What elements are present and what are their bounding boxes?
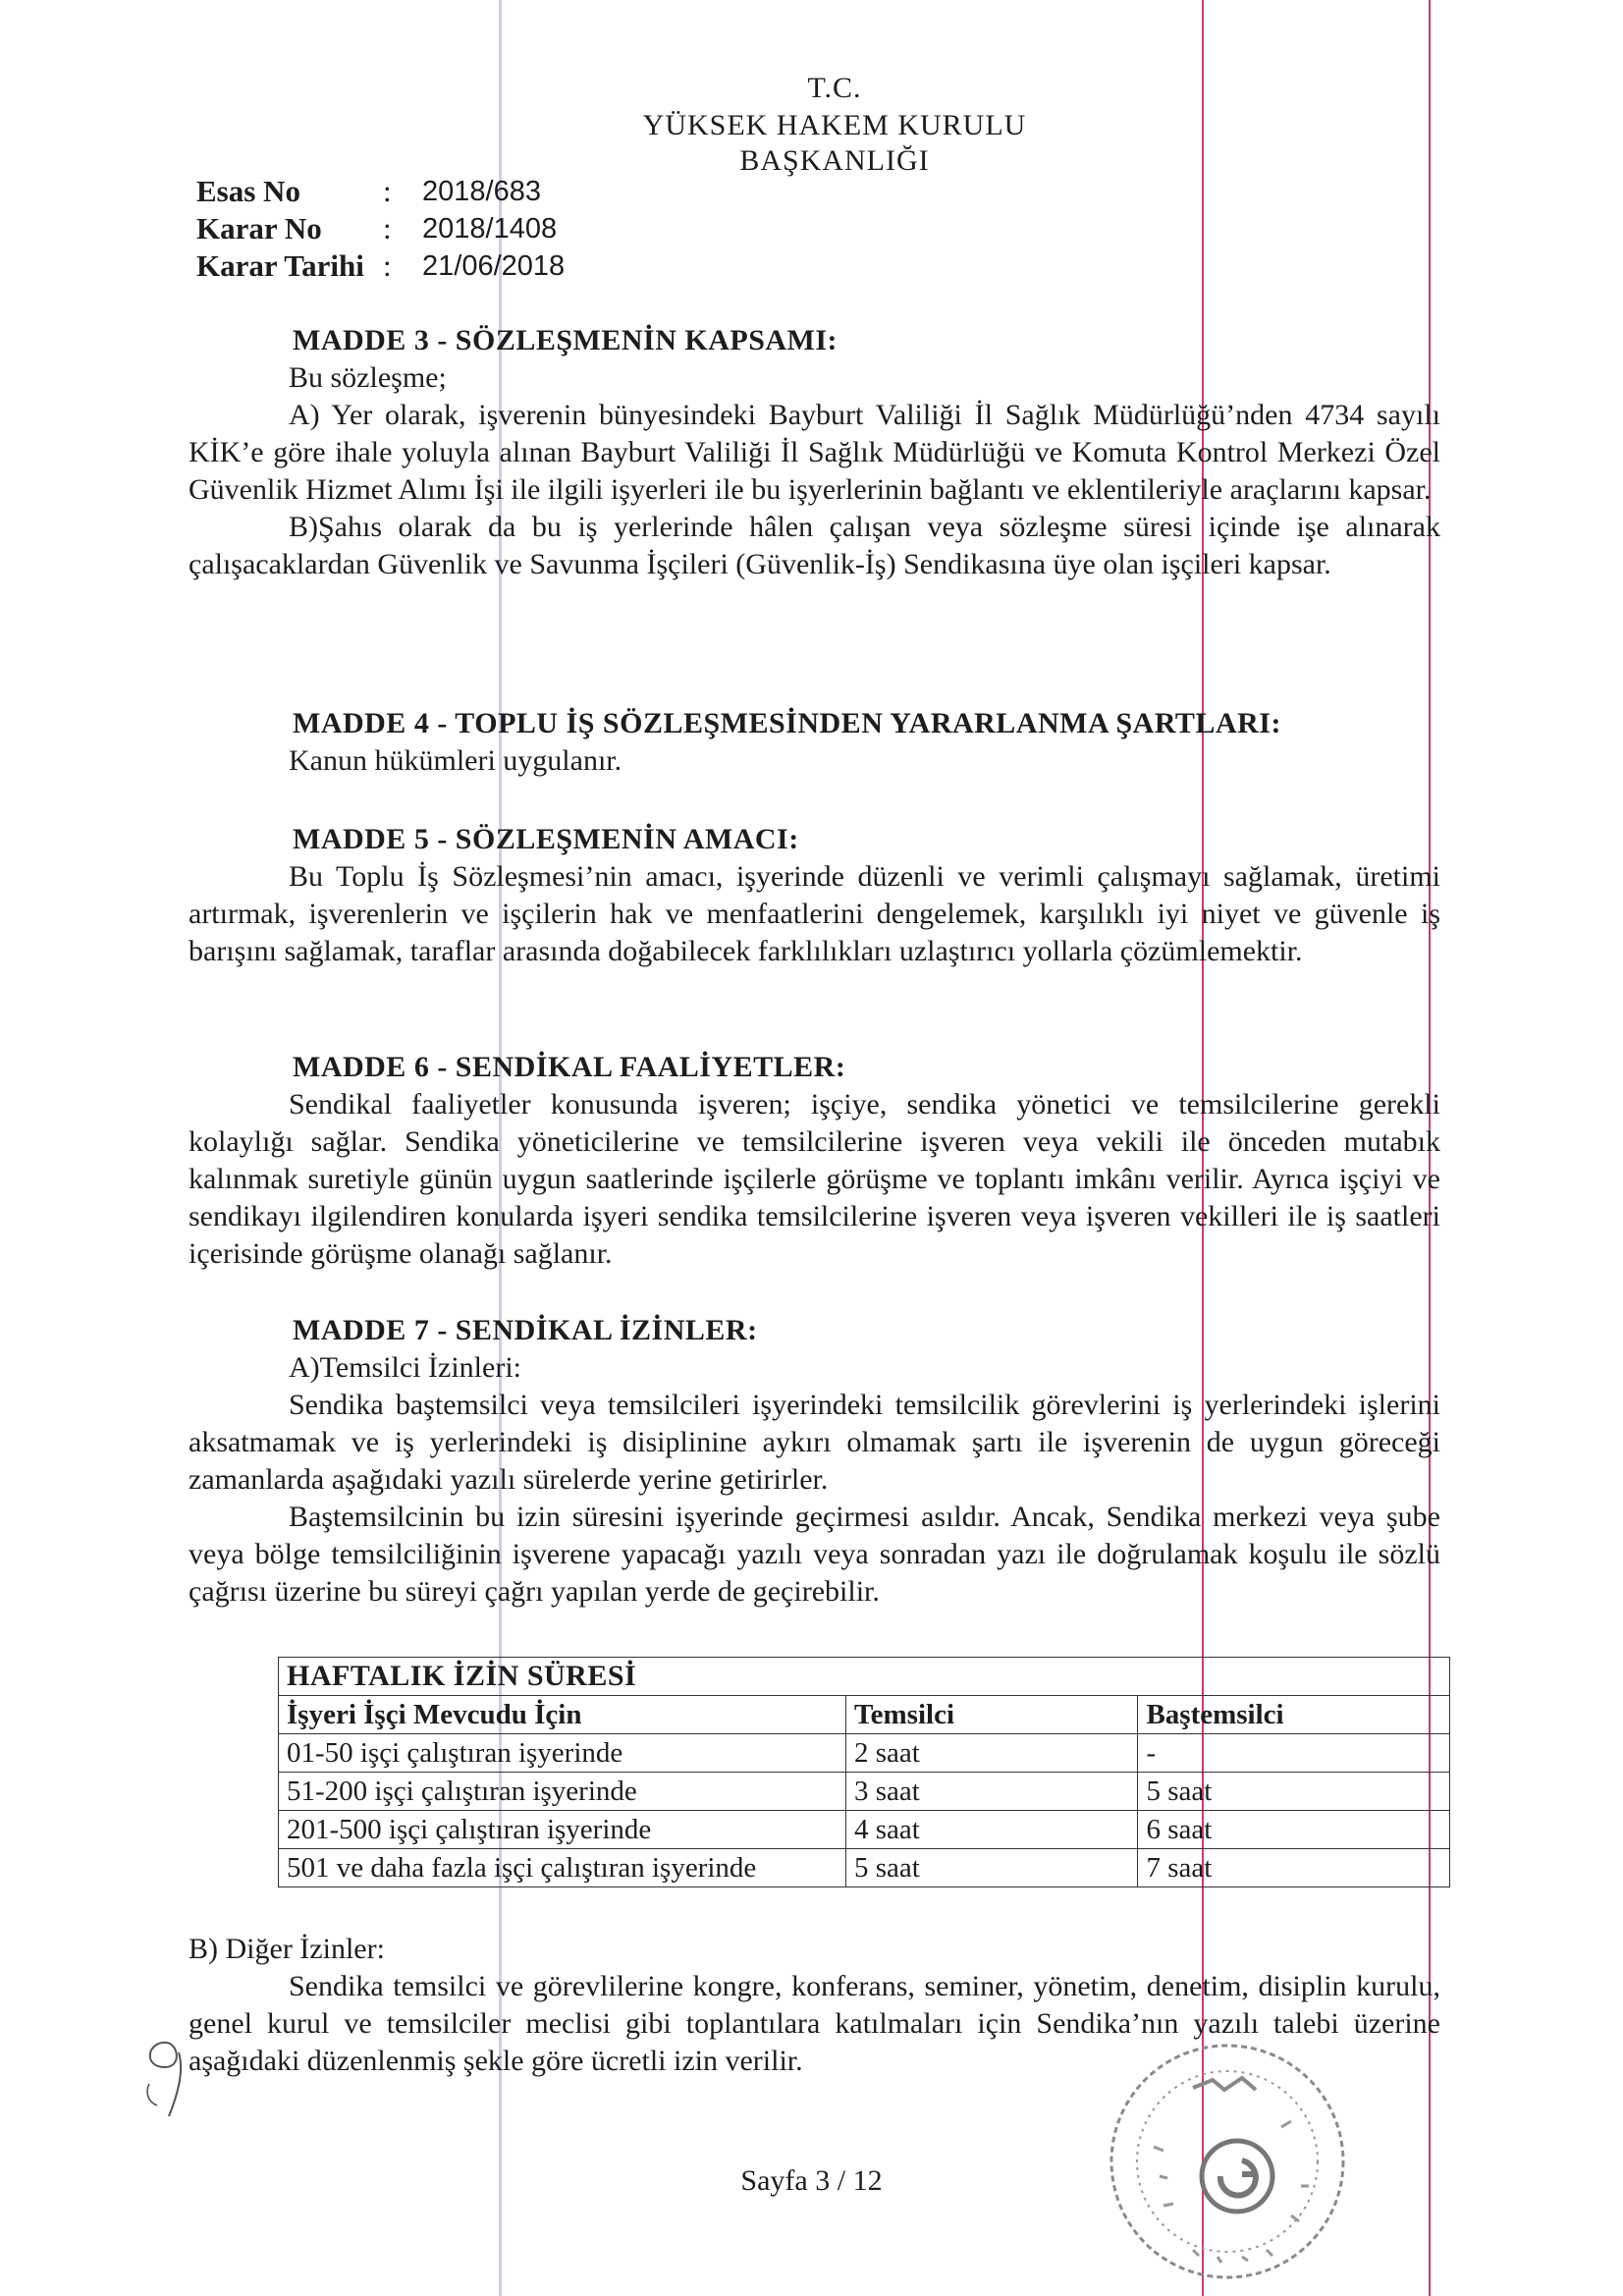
meta-row-esas: Esas No : 2018/683 — [196, 174, 541, 208]
table-cell: 6 saat — [1138, 1811, 1450, 1849]
table-cell: 201-500 işçi çalıştıran işyerinde — [279, 1811, 846, 1849]
table-cell: 3 saat — [845, 1773, 1137, 1811]
leave-table — [278, 1657, 1450, 1887]
meta-value: 2018/1408 — [422, 213, 558, 245]
section-heading: MADDE 5 - SÖZLEŞMENİN AMACI: — [293, 823, 799, 855]
table-cell: - — [1138, 1734, 1450, 1773]
table-cell: 51-200 işçi çalıştıran işyerinde — [279, 1773, 846, 1811]
paragraph: Kanun hükümleri uygulanır. — [289, 744, 622, 777]
handwritten-initial-icon — [128, 2023, 216, 2121]
header-tc: T.C. — [807, 72, 862, 104]
table-cell: 01-50 işçi çalıştıran işyerinde — [279, 1734, 846, 1773]
table-cell: 2 saat — [845, 1734, 1137, 1773]
header-dept: BAŞKANLIĞI — [739, 144, 930, 177]
table-cell: 7 saat — [1138, 1849, 1450, 1887]
subsection-title: A)Temsilci İzinleri: — [289, 1351, 521, 1384]
paragraph: Sendika baştemsilci veya temsilcileri işyerindeki temsilcilik görevlerini iş yerlerindeki işlerini aksatmamak ve iş yerlerindeki iş disiplinine aykırı olmamak şartı ile işverenin de uygun göreceği zamanlarda aşağıdaki yazılı sürelerde yerine getirirler. — [189, 1389, 1440, 1496]
table-header: İşyeri İşçi Mevcudu İçin — [279, 1696, 846, 1734]
table-cell: 4 saat — [845, 1811, 1137, 1849]
table-cell: 501 ve daha fazla işçi çalıştıran işyerinde — [279, 1849, 846, 1887]
paragraph: Bu Toplu İş Sözleşmesi’nin amacı, işyerinde düzenli ve verimli çalışmayı sağlamak, üretimi artırmak, işverenlerin ve işçilerin hak ve menfaatlerini dengelemek, karşılıklı iyi niyet ve güvenle iş barışını sağlamak, taraflar arasında doğabilecek farklılıkları uzlaştırıcı yollarla çözümlemektir. — [189, 860, 1440, 967]
section-madde-5 — [189, 821, 1440, 970]
table-header: Temsilci — [845, 1696, 1137, 1734]
table-title: HAFTALIK İZİN SÜRESİ — [279, 1658, 1450, 1696]
table-row — [279, 1811, 1450, 1849]
paragraph: A) Yer olarak, işverenin bünyesindeki Bayburt Valiliği İl Sağlık Müdürlüğü’nden 4734 sayılı KİK’e göre ihale yoluyla alınan Bayburt Valiliği İl Sağlık Müdürlüğü ve Komuta Kontrol Merkezi Özel Güvenlik Hizmet Alımı İşi ile ilgili işyerleri ile bu işyerlerinin bağlantı ve eklentileriyle araçlarını kapsar. — [189, 399, 1440, 506]
paragraph: Sendikal faaliyetler konusunda işveren; işçiye, sendika yönetici ve temsilcilerine gerekli kolaylığı sağlar. Sendika yöneticilerine ve temsilcilerine işveren veya vekili ile önceden mutabık kalınmak suretiyle günün uygun saatlerinde işçilerle görüşme ve toplantı imkânı verilir. Ayrıca işçiyi ve sendikayı ilgilendiren konularda işyeri sendika temsilcilerine işveren veya işveren vekilleri ile iş saatleri içerisinde görüşme olanağı sağlanır. — [189, 1088, 1440, 1270]
meta-value: 2018/683 — [422, 176, 541, 207]
section-madde-3 — [189, 322, 1440, 583]
meta-label: Karar No — [196, 211, 322, 246]
section-heading: MADDE 3 - SÖZLEŞMENİN KAPSAMI: — [293, 324, 839, 356]
meta-value: 21/06/2018 — [422, 250, 566, 282]
section-heading: MADDE 4 - TOPLU İŞ SÖZLEŞMESİNDEN YARARLANMA ŞARTLARI: — [293, 707, 1281, 739]
table-row — [279, 1849, 1450, 1887]
meta-row-tarih: Karar Tarihi : 21/06/2018 — [196, 248, 566, 283]
paragraph: Baştemsilcinin bu izin süresini işyerinde geçirmesi asıldır. Ancak, Sendika merkezi veya şube veya bölge temsilciliğinin işverene yapacağı yazılı veya sonradan yazı ile doğrulamak koşulu ile sözlü çağrısı üzerine bu süreyi çağrı yapılan yerde de geçirebilir. — [189, 1501, 1440, 1608]
section-madde-6 — [189, 1049, 1440, 1273]
paragraph: B)Şahıs olarak da bu iş yerlerinde hâlen çalışan veya sözleşme süresi içinde işe alınarak çalışacaklardan Güvenlik ve Savunma İşçileri (Güvenlik-İş) Sendikasına üye olan işçileri kapsar. — [189, 511, 1440, 580]
table-cell: 5 saat — [1138, 1773, 1450, 1811]
page-number: Sayfa 3 / 12 — [740, 2164, 883, 2197]
section-heading: MADDE 7 - SENDİKAL İZİNLER: — [293, 1314, 758, 1346]
table-row — [279, 1773, 1450, 1811]
table-header: Baştemsilci — [1138, 1696, 1450, 1734]
meta-row-karar: Karar No : 2018/1408 — [196, 211, 558, 246]
section-madde-7 — [189, 1312, 1440, 1611]
paragraph: Bu sözleşme; — [289, 361, 447, 394]
table-cell: 5 saat — [845, 1849, 1137, 1887]
official-seal-icon — [1095, 2029, 1360, 2294]
table-row — [279, 1734, 1450, 1773]
section-heading: MADDE 6 - SENDİKAL FAALİYETLER: — [293, 1051, 846, 1083]
header-org: YÜKSEK HAKEM KURULU — [642, 109, 1027, 141]
case-meta — [196, 173, 565, 285]
paragraph: Sendika temsilci ve görevlilerine kongre, konferans, seminer, yönetim, denetim, disiplin kurulu, genel kurul ve temsilciler meclisi gibi toplantılara katılmaları için Sendika’nın yazılı talebi üzerine aşağıdaki düzenlenmiş şekle göre ücretli izin verilir. — [189, 1970, 1440, 2077]
meta-label: Karar Tarihi — [196, 248, 364, 283]
subsection-title: B) Diğer İzinler: — [189, 1933, 385, 1965]
section-madde-4 — [189, 705, 1440, 780]
meta-label: Esas No — [196, 174, 300, 208]
